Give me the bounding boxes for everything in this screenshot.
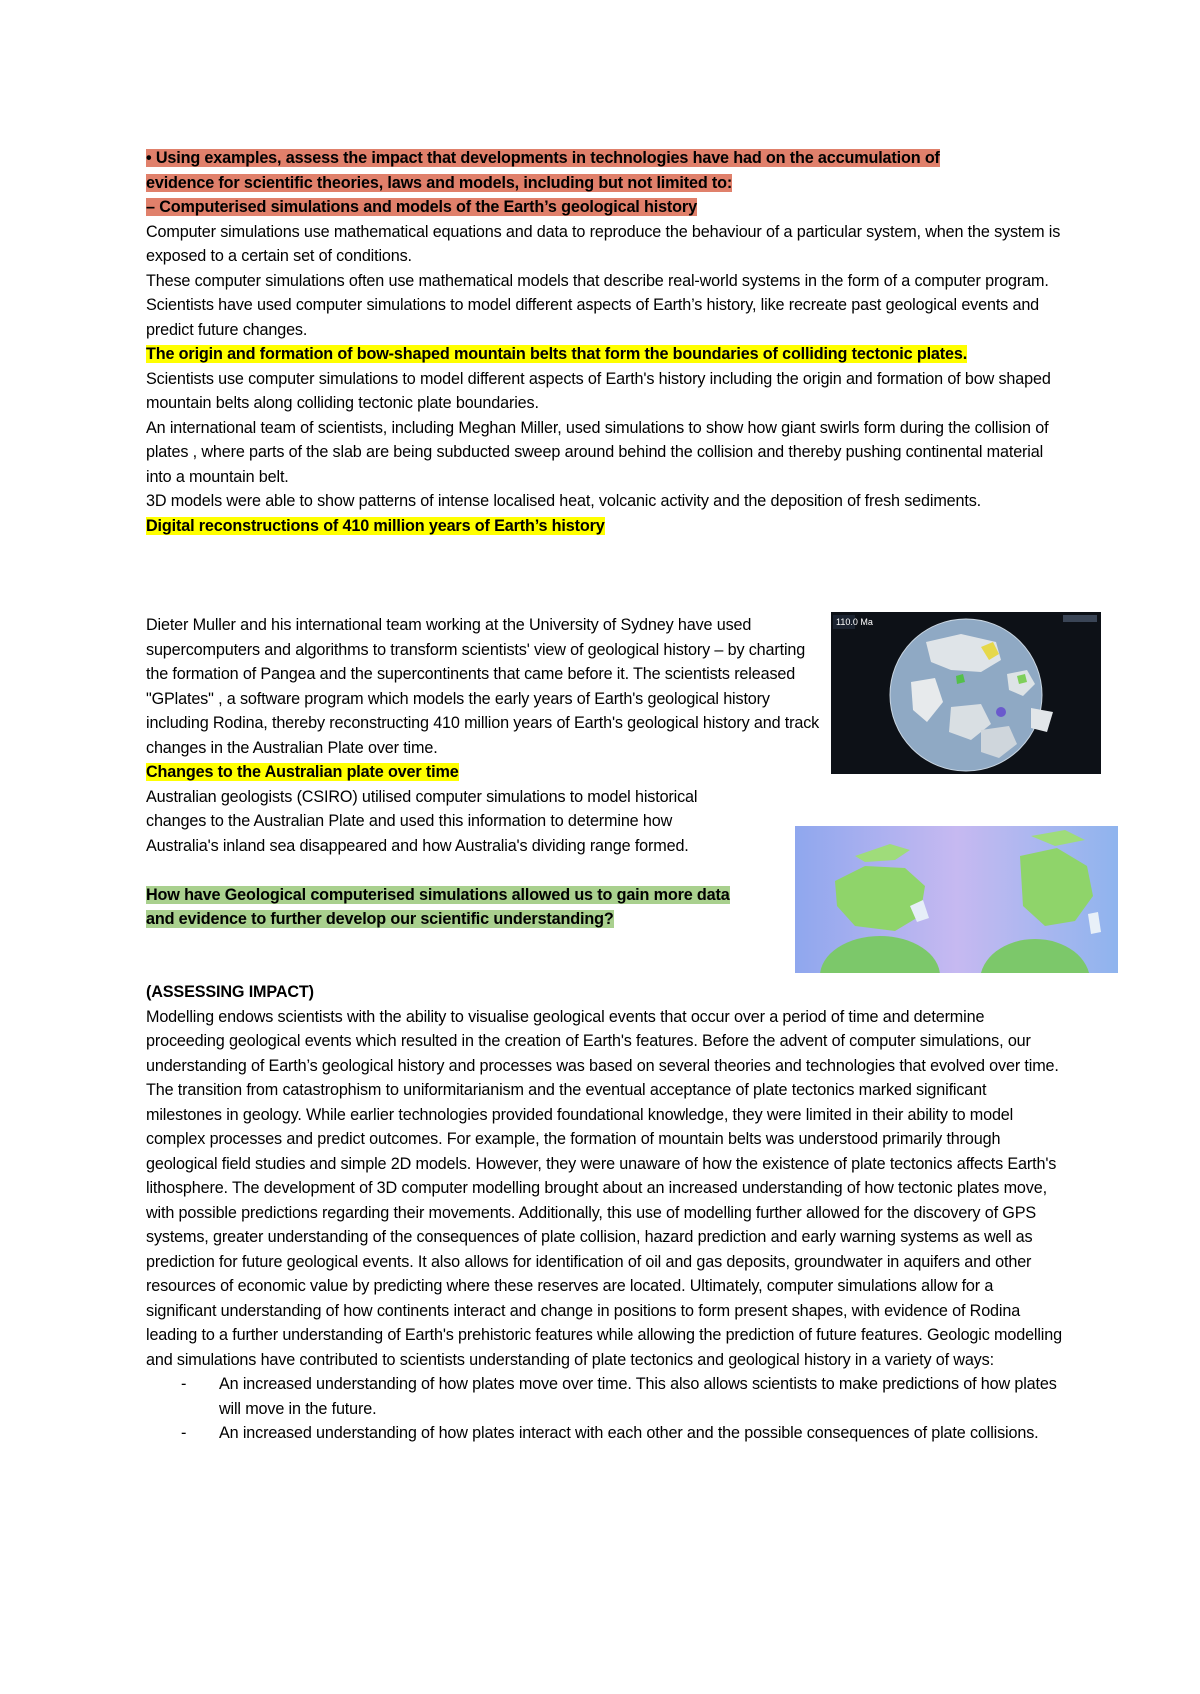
question-heading <box>146 146 1066 195</box>
bullet-list <box>146 1372 1066 1446</box>
list-item: - An increased understanding of how plates move over time. This also allows scientists to make predictions of how plates will move in the future. <box>219 1372 1066 1421</box>
subtopic-heading: – Computerised simulations and models of the Earth’s geological history <box>146 198 697 216</box>
gplates-globe-image <box>831 612 1101 774</box>
body-paragraph: 3D models were able to show patterns of intense localised heat, volcanic activity and the deposition of fresh sediments. <box>146 492 982 510</box>
section2-block <box>146 613 820 932</box>
body-paragraph: Australian geologists (CSIRO) utilised computer simulations to model historical changes to the Australian Plate and used this information to determine how Australia's inland sea disappeared and how Australia's dividing range formed. <box>146 787 698 855</box>
intro-block <box>146 146 1066 538</box>
globe-illustration <box>831 612 1101 774</box>
list-item: - An increased understanding of how plates interact with each other and the possible consequences of plate collisions. <box>219 1421 1066 1446</box>
intro-paragraph: Computer simulations use mathematical equations and data to reproduce the behaviour of a particular system, when the system is exposed to a certain set of conditions. <box>146 222 1061 265</box>
body-paragraph: An international team of scientists, including Meghan Miller, used simulations to show how giant swirls form during the collision of plates , where parts of the slab are being subducted sweep around behind the collision and thereby pushing continental material into a mountain belt. <box>146 418 1049 486</box>
assessment-block <box>146 980 1066 1446</box>
body-paragraph: Scientists use computer simulations to model different aspects of Earth's history including the origin and formation of bow shaped mountain belts along colliding tectonic plate boundaries. <box>146 369 1051 412</box>
section-heading-australian-plate: Changes to the Australian plate over time <box>146 763 459 781</box>
section-heading-mountain-belts: The origin and formation of bow-shaped mountain belts that form the boundaries of colliding tectonic plates. <box>146 345 968 363</box>
assessment-question: How have Geological computerised simulations allowed us to gain more data and evidence to further develop our scientific understanding? <box>146 885 730 928</box>
assessing-impact-tag: (ASSESSING IMPACT) <box>146 983 314 1001</box>
intro-paragraph: These computer simulations often use mathematical models that describe real-world systems in the form of a computer program. <box>146 271 1049 290</box>
intro-paragraph: Scientists have used computer simulations to model different aspects of Earth’s history, like recreate past geological events and predict future changes. <box>146 296 1040 339</box>
plate-simulation-illustration <box>795 826 1118 973</box>
time-label: 110.0 Ma <box>836 617 873 627</box>
australian-plate-simulation-image <box>795 826 1118 973</box>
body-paragraph: Modelling endows scientists with the ability to visualise geological events that occur over a period of time and determine proceeding geological events which resulted in the creation of Earth's features. Before the advent of computer simulations, our understanding of Earth’s geological history and processes was based on several theories and technologies that evolved over time. The transition from catastrophism to uniformitarianism and the eventual acceptance of plate tectonics marked significant milestones in geology. While earlier technologies provided foundational knowledge, they were limited in their ability to model complex processes and predict outcomes. For example, the formation of mountain belts was understood primarily through geological field studies and simple 2D models. However, they were unaware of how the existence of plate tectonics affects Earth's lithosphere. The development of 3D computer modelling brought about an increased understanding of how tectonic plates move, with possible predictions regarding their movements. Additionally, this use of modelling further allowed for the discovery of GPS systems, greater understanding of the consequences of plate collision, hazard prediction and early warning systems as well as prediction for future geological events. It also allows for identification of oil and gas deposits, groundwater in aquifers and other resources of economic value by predicting where these reserves are located. Ultimately, computer simulations allow for a significant understanding of how continents interact and change in positions to form present shapes, with evidence of Rodina leading to a further understanding of Earth's prehistoric features while allowing the prediction of future features. Geologic modelling and simulations have contributed to scientists understanding of plate tectonics and geological history in a variety of ways: <box>146 1007 1062 1369</box>
question-line-2: evidence for scientific theories, laws and models, including but not limited to: <box>146 173 733 192</box>
body-paragraph: Dieter Muller and his international team working at the University of Sydney have used supercomputers and algorithms to transform scientists' view of geological history – by charting the formation of Pangea and the supercontinents that came before it. The scientists released "GPlates" , a software program which models the early years of Earth's geological history including Rodina, thereby reconstructing 410 million years of Earth's geological history and track changes in the Australian Plate over time. <box>146 616 820 757</box>
question-line-1: • Using examples, assess the impact that developments in technologies have had on the accumulation of <box>146 149 940 167</box>
section-heading-digital-reconstructions: Digital reconstructions of 410 million years of Earth’s history <box>146 516 605 535</box>
